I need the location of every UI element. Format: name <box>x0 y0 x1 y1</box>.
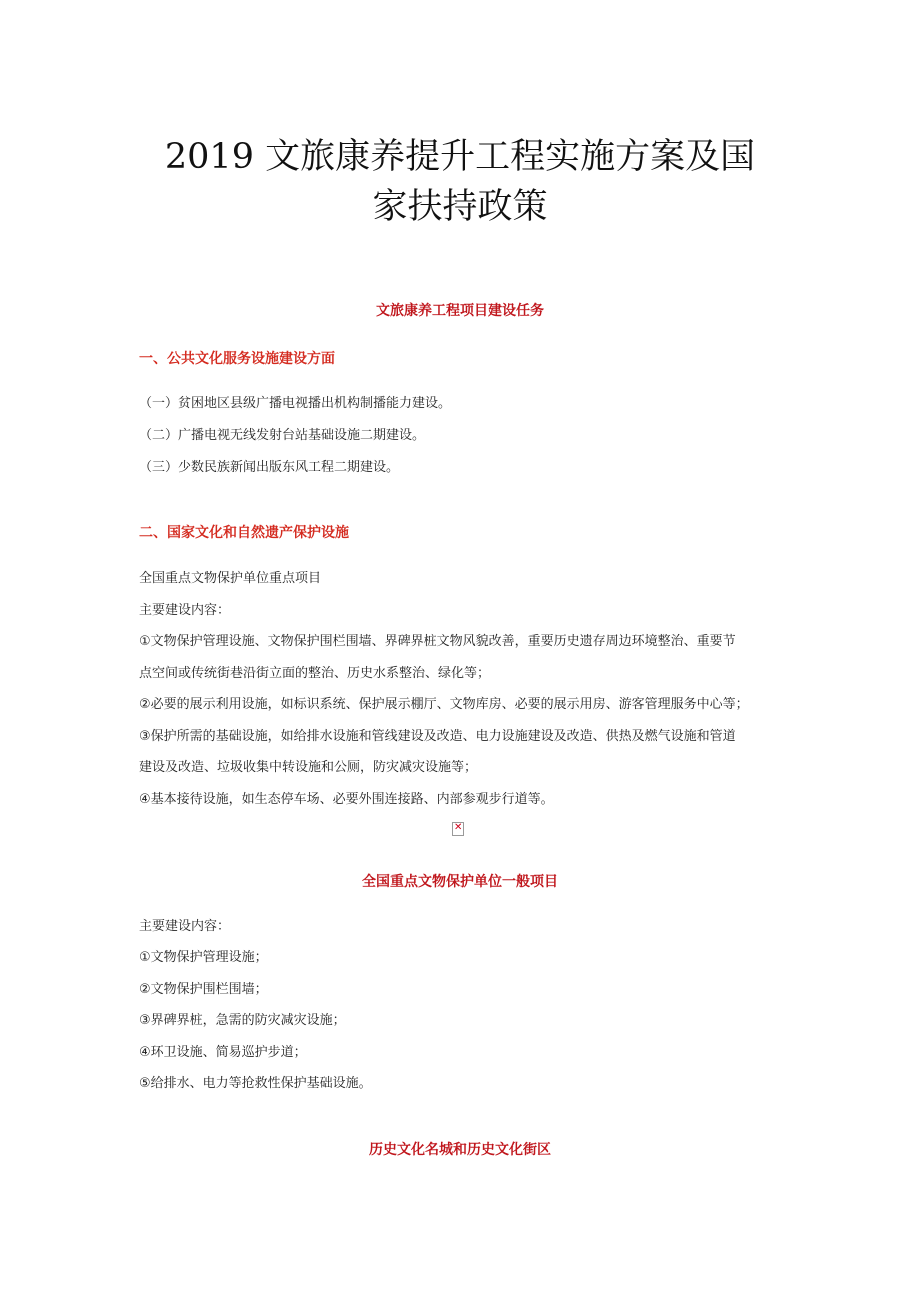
document-title <box>120 132 800 232</box>
content-line: 点空间或传统街巷沿街立面的整治、历史水系整治、绿化等； <box>139 666 491 681</box>
section-heading-general-projects: 全国重点文物保护单位一般项目 <box>362 874 558 890</box>
content-line: ⑤给排水、电力等抢救性保护基础设施。 <box>139 1076 372 1091</box>
content-line: ①文物保护管理设施； <box>139 950 268 965</box>
content-label: 主要建设内容： <box>139 603 231 618</box>
content-line: ③界碑界桩，急需的防灾减灾设施； <box>139 1013 346 1028</box>
content-line: ②必要的展示利用设施，如标识系统、保护展示棚厅、文物库房、必要的展示用房、游客管理服务中心等； <box>139 697 749 712</box>
list-item: （一）贫困地区县级广播电视播出机构制播能力建设。 <box>139 396 452 411</box>
list-item: （二）广播电视无线发射台站基础设施二期建设。 <box>139 428 426 443</box>
content-line: 建设及改造、垃圾收集中转设施和公厕，防灾减灾设施等； <box>139 760 478 775</box>
content-line: ④环卫设施、简易巡护步道； <box>139 1045 307 1060</box>
title-line-1: 2019 文旅康养提升工程实施方案及国 <box>164 137 756 177</box>
section-heading-public-culture: 一、公共文化服务设施建设方面 <box>139 351 335 367</box>
subsection-title: 全国重点文物保护单位重点项目 <box>139 571 322 586</box>
content-line: ③保护所需的基础设施，如给排水设施和管线建设及改造、电力设施建设及改造、供热及燃气设施和管道 <box>139 729 736 744</box>
broken-image-icon <box>452 822 464 836</box>
list-item: （三）少数民族新闻出版东风工程二期建设。 <box>139 460 400 475</box>
title-line-2: 家扶持政策 <box>372 187 548 227</box>
content-line: ②文物保护围栏围墙； <box>139 982 268 997</box>
section-heading-historic-cities: 历史文化名城和历史文化街区 <box>369 1142 551 1158</box>
section-heading-heritage: 二、国家文化和自然遗产保护设施 <box>139 525 349 541</box>
main-section-heading: 文旅康养工程项目建设任务 <box>376 303 544 319</box>
content-line: ①文物保护管理设施、文物保护围栏围墙、界碑界桩文物风貌改善，重要历史遗存周边环境整治、重要节 <box>139 634 736 649</box>
content-label: 主要建设内容： <box>139 919 231 934</box>
content-line: ④基本接待设施，如生态停车场、必要外围连接路、内部参观步行道等。 <box>139 792 554 807</box>
